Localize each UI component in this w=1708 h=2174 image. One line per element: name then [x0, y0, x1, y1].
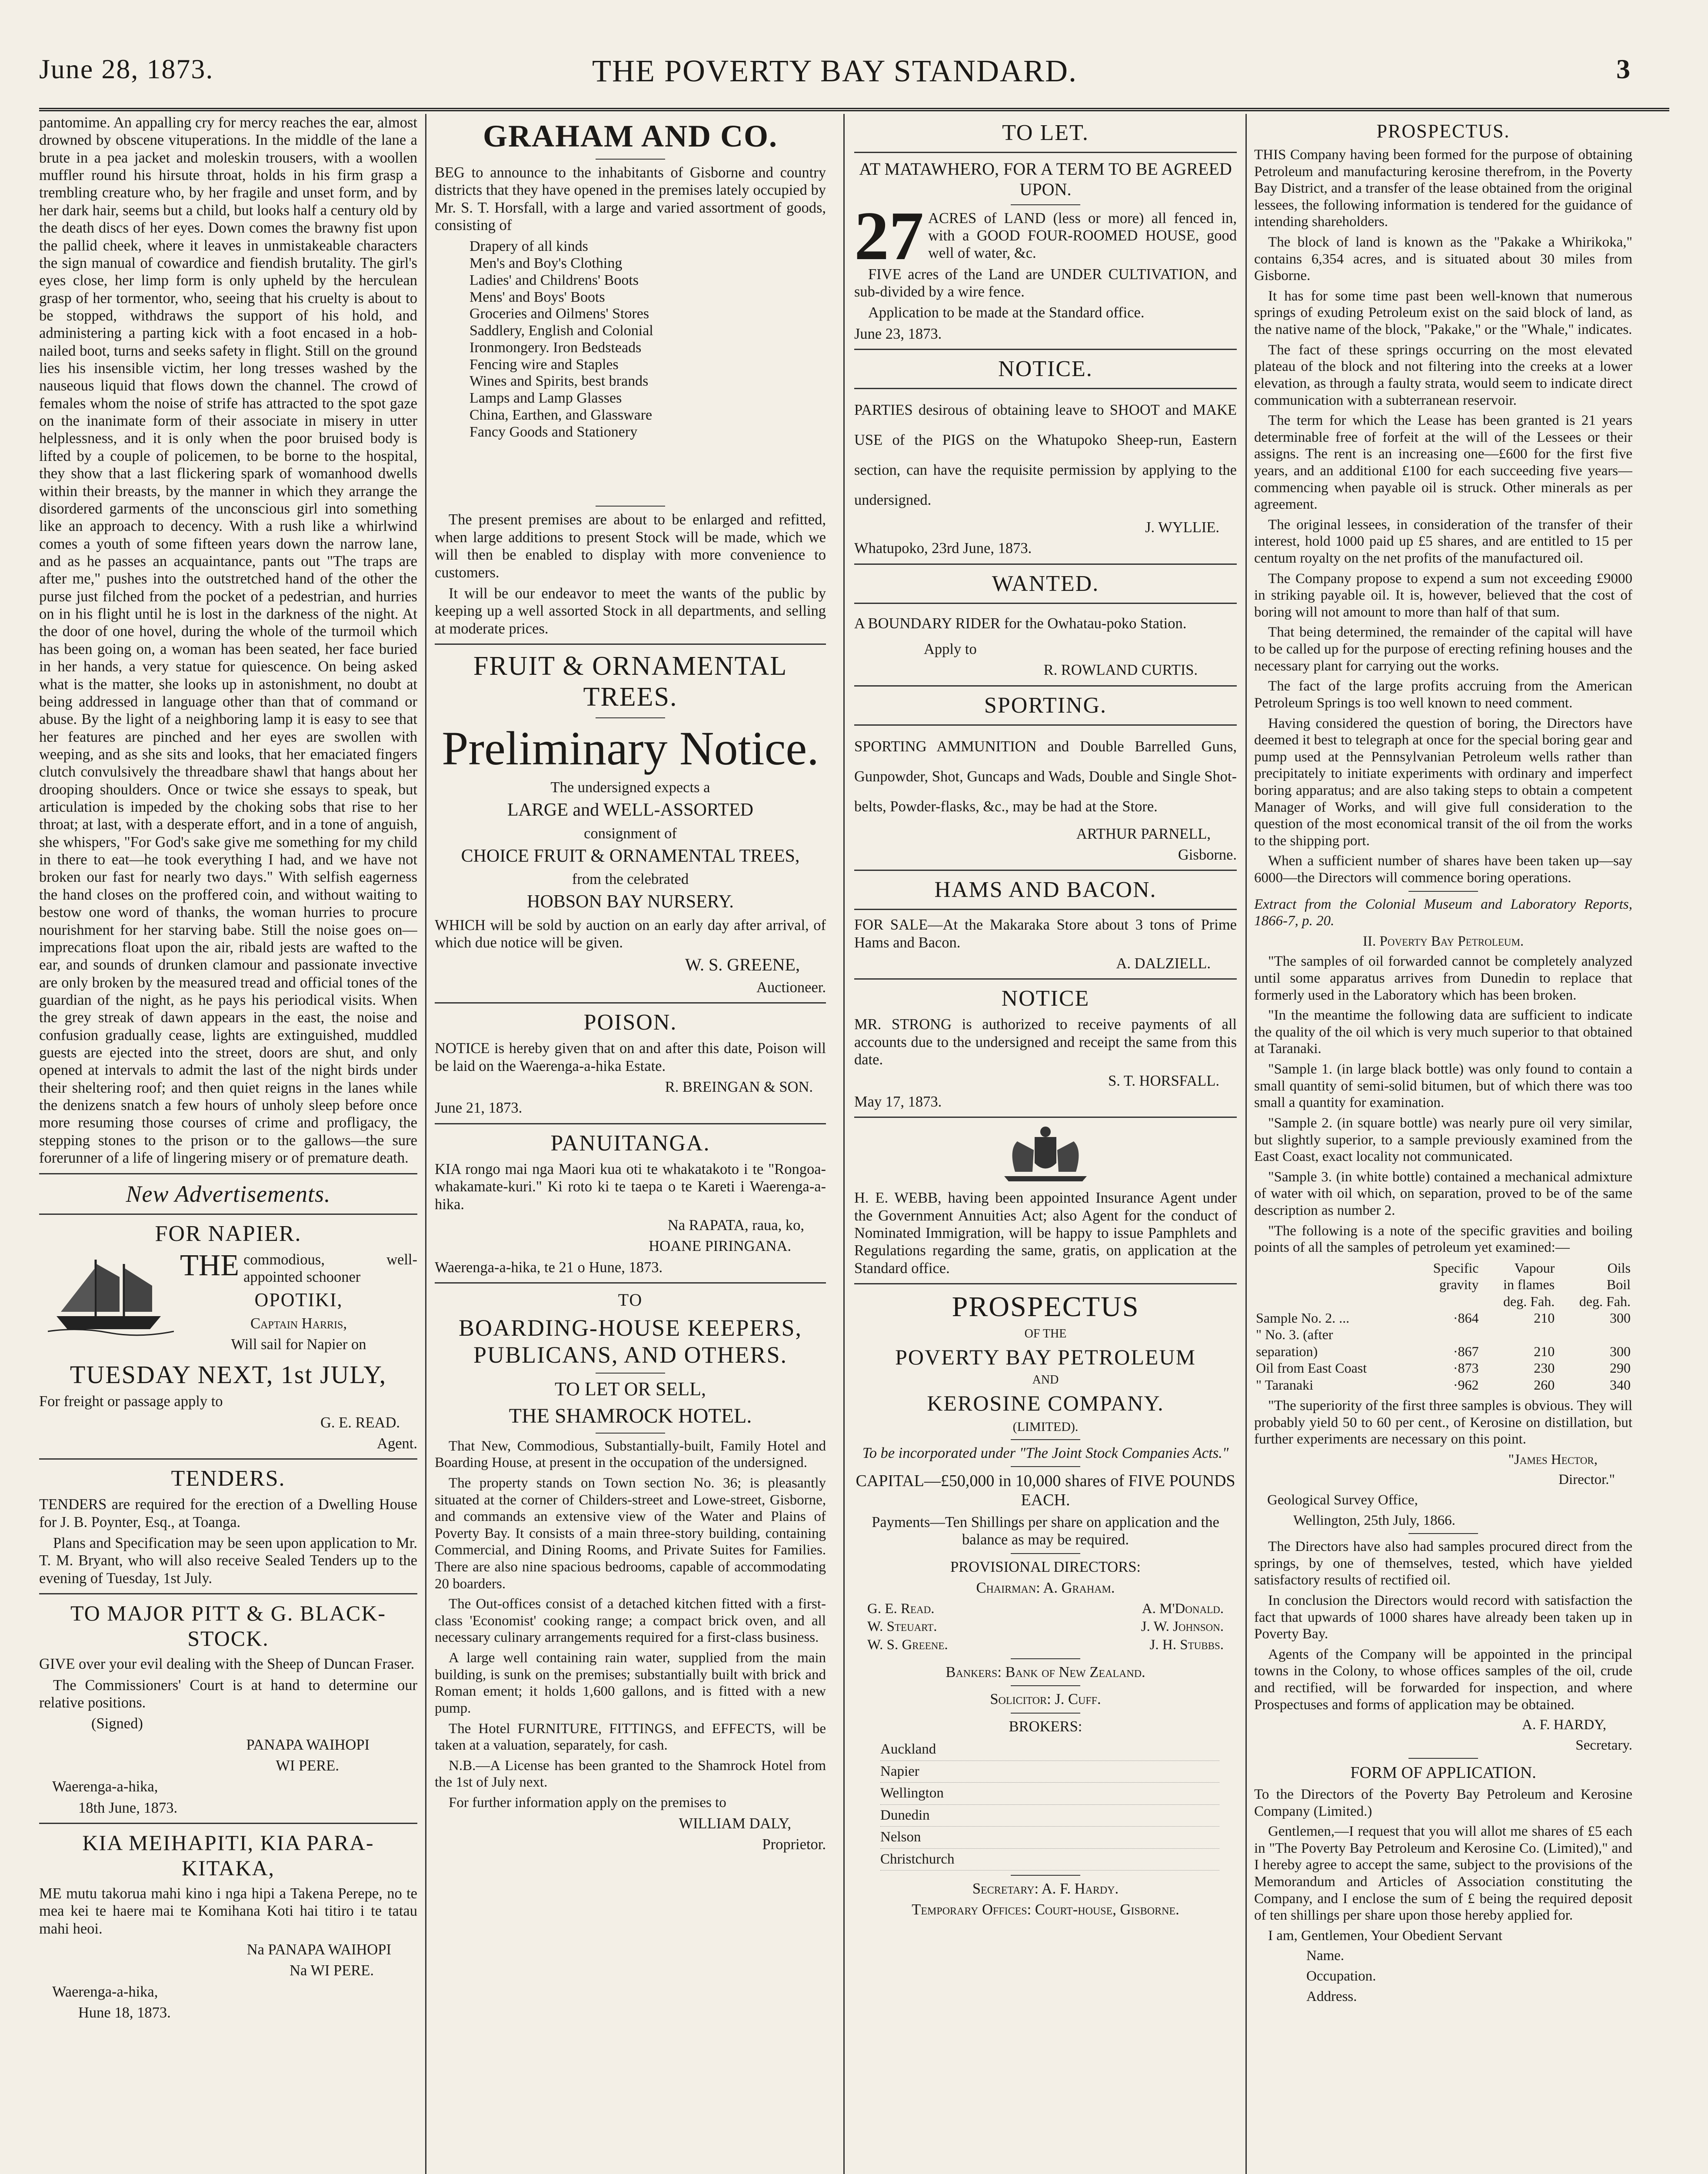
date: 18th June, 1873. [78, 1799, 178, 1816]
director-row: W. Steuart. J. W. Johnson. [867, 1619, 1224, 1635]
broker-row: Dunedin [880, 1805, 1219, 1827]
ad-body: Application to be made at the Standard office. [868, 304, 1145, 321]
column-2 [435, 114, 826, 2174]
extract-text: "Sample 2. (in square bottle) was nearly pure oil very similar, but slightly superior, to a sample previously examined from the East Coast, exact locality not communicated. [1254, 1115, 1632, 1165]
webb-insurance-ad [854, 1189, 1237, 1277]
extract-text: "The following is a note of the specific gravities and boiling points of all the samples of petroleum yet examined:— [1254, 1223, 1632, 1256]
short-rule [1408, 1758, 1478, 1759]
signed: (Signed) [91, 1715, 143, 1732]
solicitor: Solicitor: J. Cuff. [990, 1691, 1101, 1708]
signatory: J. WYLLIE. [1145, 519, 1219, 536]
short-rule [1011, 1685, 1080, 1686]
prospectus-text: It has for some time past been well-known that numerous springs of exuding Petroleum exist on the said block of land, as the native name of the block, "Pakake," or the "Whale," indicates. [1254, 288, 1632, 338]
drop-cap: THE [180, 1248, 240, 1282]
divider [39, 1823, 417, 1824]
list-item: Wines and Spirits, best brands [469, 373, 649, 390]
short-rule [1011, 1713, 1080, 1714]
ad-text: Apply to [924, 640, 977, 657]
agent-name: G. E. READ. [320, 1414, 400, 1431]
director-row: W. S. Greene. J. H. Stubbs. [867, 1637, 1224, 1653]
list-item: Men's and Boy's Clothing [469, 255, 623, 272]
prospectus-summary [854, 1290, 1237, 1919]
fruit-trees-ad [435, 651, 826, 996]
short-rule [1011, 1875, 1080, 1876]
ad-body: NOTICE is hereby given that on and after this date, Poison will be laid on the Waerenga-a-hika Estate. [435, 1040, 826, 1074]
signatory: Na WI PERE. [290, 1962, 374, 1979]
ad-body: The property stands on Town section No. 36; is pleasantly situated at the corner of Childers-street and Lowe-street, Gisborne, and commands an extensive view of the Water and Plains of Poverty Bay. It consists of a main three-story building, containing Commercial, and Dining Rooms, and Private Suites for Families. There are also nine spacious bedrooms, capable of accommodating 20 boarders. [435, 1475, 826, 1592]
prospectus-heading: PROSPECTUS. [1376, 120, 1510, 142]
ad-body: H. E. WEBB, having been appointed Insurance Agent under the Government Annuities Act; also Agent for the conduct of Nominated Immigration, will be happy to issue Pamphlets and Regulations regarding the same, gratis, on application at the Standard office. [854, 1190, 1237, 1277]
ad-heading: TO LET. [1002, 120, 1089, 145]
table-row: " No. 3. (after [1256, 1327, 1333, 1343]
place: Waerenga-a-hika, [52, 1983, 158, 2000]
column-divider [425, 114, 426, 2174]
ad-heading: NOTICE. [998, 357, 1093, 382]
ad-body: The Hotel FURNITURE, FITTINGS, and EFFECTS, will be taken at a valuation, separately, for cash. [435, 1721, 826, 1754]
secretary: Secretary: A. F. Hardy. [972, 1881, 1119, 1897]
ad-body: The present premises are about to be enlarged and refitted, when large additions to present Stock will be made, which we will then be enabled to display with more convenience to customers. [435, 511, 826, 581]
column-divider [1245, 114, 1247, 2174]
form-text: To the Directors of the Poverty Bay Petroleum and Kerosine Company (Limited.) [1254, 1786, 1632, 1819]
form-field-label: Address. [1306, 1988, 1357, 2004]
list-item: Groceries and Oilmens' Stores [469, 306, 649, 322]
divider [854, 564, 1237, 565]
short-rule [596, 159, 665, 160]
extract-text: "Sample 1. (in large black bottle) was only found to contain a small quantity of semi-solid bitumen, but of which there was too small a quantity for examination. [1254, 1061, 1632, 1111]
bankers: Bankers: Bank of New Zealand. [946, 1664, 1145, 1681]
sporting-ad [854, 693, 1237, 864]
short-rule [1408, 891, 1478, 892]
divider [854, 978, 1237, 980]
prospectus-text: The fact of these springs occurring on the most elevated plateau of the block and not filtering into the creeks at a lower elevation, as through a faulty strata, would seem to indicate direct communication with a subterranean reservoir. [1254, 342, 1632, 408]
prospectus-text: The original lessees, in consideration of the transfer of their interest, hold 1000 paid up £5 shares, and are entitled to 15 per centum royalty on the net profits of the manufactured oil. [1254, 517, 1632, 567]
application-form-heading: FORM OF APPLICATION. [1350, 1764, 1536, 1782]
nursery-name: HOBSON BAY NURSERY. [527, 892, 734, 912]
broker-row: Wellington [880, 1783, 1219, 1805]
divider [854, 152, 1237, 153]
masthead [39, 49, 1630, 114]
form-field-label: Name. [1306, 1948, 1345, 1964]
divider [435, 1282, 826, 1284]
ad-text: CHOICE FRUIT & ORNAMENTAL TREES, [461, 846, 800, 866]
ad-heading: NOTICE [1001, 986, 1090, 1011]
divider [854, 603, 1237, 604]
date: June 23, 1873. [854, 325, 942, 342]
signatory-title: Director." [1558, 1472, 1615, 1488]
shooting-notice [854, 356, 1237, 557]
short-rule [1011, 204, 1080, 205]
form-text: Gentlemen,—I request that you will allot me shares of £5 each in "The Poverty Bay Petroleum and Kerosine Co. (Limited)," and I hereby agree to accept the same, subject to the provisions of the Memorandum and Articles of Association constituting the Company, and I enclose the sum of £ being the required deposit of ten shillings per share upon those hereby applied for. [1254, 1824, 1632, 1924]
ad-text: LARGE and WELL-ASSORTED [507, 800, 753, 820]
prospectus-text: The fact of the large profits accruing from the American Petroleum Springs is too well known to need comment. [1254, 678, 1632, 711]
broker-row: Napier [880, 1761, 1219, 1783]
form-text: I am, Gentlemen, Your Obedient Servant [1268, 1927, 1502, 1944]
form-field-label: Occupation. [1306, 1968, 1376, 1984]
header-rule [39, 108, 1669, 111]
prospectus-text: The Company propose to expend a sum not exceeding £9000 in striking payable oil. It is, however, believed that the cost of boring will not amount to more than half of that sum. [1254, 570, 1632, 620]
ad-text: consignment of [584, 825, 677, 842]
signatory: "James Hector, [1508, 1451, 1598, 1467]
ad-text: AND [1032, 1373, 1059, 1387]
prospectus-text: The block of land is known as the "Pakake a Whirikoka," contains 6,354 acres, and is situated about 30 miles from Gisborne. [1254, 234, 1632, 284]
prospectus-text: Having considered the question of boring, the Directors have deemed it best to telegraph at once for the special boring gear and pump used at the Pennsylvanian Petroleum wells rather than precipitately to initiate experiments with ordinary and imperfect boring apparatus; and are also taking steps to obtain a competent Manager of Works, and will give full consideration to the question of the most economical transit of the oil from the works to the shipping port. [1254, 715, 1632, 849]
short-rule [596, 1433, 665, 1434]
prospectus-text: The term for which the Lease has been granted is 21 years determinable free of forfeit at the will of the Lessees or their assigns. The rent is an increasing one—£600 for the first five years, and an additional £100 for each succeeding five years—commencing when payable oil is struck. Other minerals as per agreement. [1254, 413, 1632, 513]
column-1 [39, 114, 417, 2174]
company-name: POVERTY BAY PETROLEUM [895, 1344, 1196, 1369]
ad-body: For further information apply on the premises to [449, 1794, 726, 1811]
column-3 [854, 114, 1237, 2174]
ad-body: ACRES of LAND (less or more) all fenced in, with a GOOD FOUR-ROOMED HOUSE, good well of water, &c. [928, 210, 1237, 262]
ad-heading: POISON. [583, 1010, 677, 1035]
maori-notice [39, 1830, 417, 2022]
signatory-title: Secretary. [1575, 1737, 1632, 1753]
newspaper-title: THE POVERTY BAY STANDARD. [592, 53, 1077, 88]
divider [854, 724, 1237, 726]
ad-text: To be incorporated under "The Joint Stock Companies Acts." [862, 1444, 1229, 1461]
prospectus-text: In conclusion the Directors would record with satisfaction the fact that upwards of 1000 shares have already been taken up in Poverty Bay. [1254, 1593, 1632, 1642]
poison-notice [435, 1010, 826, 1117]
ad-heading: FOR NAPIER. [155, 1221, 302, 1246]
page-number: 3 [1616, 53, 1630, 84]
prospectus-text: That being determined, the remainder of the capital will have to be called up for the purpose of erecting refining houses and the necessary plant for carrying out the works. [1254, 624, 1632, 674]
graham-ad [435, 118, 826, 637]
divider [854, 685, 1237, 687]
prospectus-text: THIS Company having been formed for the purpose of obtaining Petroleum and manufacturing kerosine therefrom, in the Poverty Bay District, and a transfer of the lease obtained from the original lessees, the following information is tendered for the guidance of intending shareholders. [1254, 147, 1632, 230]
ad-body: BEG to announce to the inhabitants of Gisborne and country districts that they have opened in the premises lately occupied by Mr. S. T. Horsfall, with a large and varied assortment of goods, consisting of [435, 164, 826, 234]
divider [39, 1214, 417, 1215]
sailing-date: TUESDAY NEXT, 1st JULY, [70, 1360, 387, 1389]
short-rule [596, 506, 665, 507]
ad-body: PARTIES desirous of obtaining leave to SHOOT and MAKE USE of the PIGS on the Whatupoko Sheep-run, Eastern section, can have the requisite permission by applying to the undersigned. [854, 402, 1237, 509]
list-item: Saddlery, English and Colonial [469, 323, 653, 339]
ad-text: Will sail for Napier on [231, 1336, 366, 1353]
list-item: Drapery of all kinds [469, 238, 588, 255]
signatory: Na PANAPA WAIHOPI [246, 1941, 391, 1958]
short-rule [596, 717, 665, 718]
ad-heading: PANUITANGA. [550, 1130, 710, 1156]
extract-source: Extract from the Colonial Museum and Laboratory Reports, 1866-7, p. 20. [1254, 896, 1632, 929]
ad-body: FOR SALE—At the Makaraka Store about 3 tons of Prime Hams and Bacon. [854, 917, 1237, 951]
ad-heading: WANTED. [992, 571, 1099, 596]
offices: Temporary Offices: Court-house, Gisborne. [912, 1901, 1179, 1918]
company-name: KEROSINE COMPANY. [927, 1390, 1164, 1415]
ad-body: FIVE acres of the Land are UNDER CULTIVATION, and sub-divided by a wire fence. [854, 266, 1237, 300]
ad-heading: TO MAJOR PITT & G. BLACK-STOCK. [70, 1601, 386, 1651]
broker-row: Nelson [880, 1827, 1219, 1849]
ad-heading: FRUIT & ORNAMENTAL TREES. [473, 651, 788, 712]
short-rule [1011, 1553, 1080, 1554]
signatory: R. ROWLAND CURTIS. [1043, 662, 1198, 679]
short-rule [1011, 1466, 1080, 1467]
date: Wellington, 25th July, 1866. [1293, 1512, 1455, 1528]
signatory: W. S. GREENE, [685, 955, 800, 975]
divider [854, 870, 1237, 871]
date: Hune 18, 1873. [78, 2004, 171, 2021]
preliminary-notice-heading: Preliminary Notice. [442, 721, 819, 775]
column-divider [843, 114, 845, 2174]
pitt-notice [39, 1600, 417, 1817]
list-item: China, Earthen, and Glassware [469, 407, 653, 423]
divider [435, 644, 826, 645]
date: Waerenga-a-hika, te 21 o Hune, 1873. [435, 1259, 663, 1276]
acreage-number: 27 [854, 197, 924, 274]
chairman: Chairman: A. Graham. [976, 1579, 1115, 1596]
ship-name: OPOTIKI, [254, 1289, 343, 1311]
ad-body: ME mutu takorua mahi kino i nga hipi a Takena Perepe, no te mea kei te haere mai te Komihana Koti hai titiro i te tatau mahi heoi. [39, 1885, 417, 1937]
signatory: Na RAPATA, raua, ko, [667, 1217, 804, 1234]
capital: CAPITAL—£50,000 in 10,000 shares of FIVE POUNDS EACH. [856, 1471, 1235, 1510]
place: Geological Survey Office, [1267, 1492, 1418, 1508]
ad-body: The Commissioners' Court is at hand to determine our relative positions. [39, 1677, 417, 1711]
table-header-row: Specific Vapour Oils [1433, 1260, 1631, 1276]
ad-body: WHICH will be sold by auction on an early day after arrival, of which due notice will be given. [435, 917, 826, 951]
to-let-ad [854, 120, 1237, 343]
ad-heading: KIA MEIHAPITI, KIA PARA-KITAKA, [82, 1831, 374, 1881]
ad-heading: SPORTING. [984, 693, 1107, 718]
divider [39, 1458, 417, 1460]
captain: Captain Harris, [250, 1315, 347, 1332]
ad-body: GIVE over your evil dealing with the Sheep of Duncan Fraser. [39, 1656, 415, 1673]
ad-text: (LIMITED). [1012, 1420, 1079, 1434]
director-row: G. E. Read. A. M'Donald. [867, 1601, 1224, 1617]
ad-body: Plans and Specification may be seen upon application to Mr. T. M. Bryant, who will also receive Sealed Tenders up to the evening of Tuesday, 1st July. [39, 1535, 417, 1587]
short-rule [1011, 1658, 1080, 1659]
date: Whatupoko, 23rd June, 1873. [854, 540, 1032, 557]
ad-body: MR. STRONG is authorized to receive payments of all accounts due to the undersigned and receipt the same from this date. [854, 1016, 1237, 1068]
shamrock-hotel-ad [435, 1290, 826, 1853]
extract-text: "The samples of oil forwarded cannot be completely analyzed until some apparatus arrives from Dunedin to replace that formerly used in the Laboratory which has been broken. [1254, 954, 1632, 1003]
ad-text: For freight or passage apply to [39, 1393, 223, 1410]
signatory: A. F. HARDY, [1522, 1717, 1606, 1733]
divider [39, 1173, 417, 1174]
ad-body: A large well containing rain water, supplied from the main building, is sunk on the premises; substantially built with brick and Roman ement; it holds 1,600 gallons, and is fitted with a new pump. [435, 1650, 826, 1716]
divider [39, 1593, 417, 1594]
ad-heading: GRAHAM AND CO. [483, 119, 778, 153]
story-text: pantomime. An appalling cry for mercy reaches the ear, almost drowned by obscene vituperations. In the middle of the lane a brute in a pea jacket and moleskin trousers, with a woollen muffler round his hirsute throat, holds in his firm grasp a trembling creature who, by her fragile and unset form, and by her dark hair, seems but a child, but looks half a century old by the death discs of her eyes. Down comes the brawny fist upon the pallid cheek, where it leaves in unmistakeable characters the sign manual of cowardice and fiendish brutality. The girl's eyes close, her limp form is only upheld by the herculean grasp of her tormentor, who, seeing that his cruelty is about to be stopped, withdraws the support of his hold, and administering a parting kick with a foot encased in a hob-nailed boot, turns and seeks safety in flight. Still on the ground lies his insensible victim, her long tresses washed by the nauseous liquid that flows down the channel. The crowd of females whom the noise of strife has attracted to the spot gaze on the inanimate form of their associate in misery in utter helplessness, and it is only when the poor bruised body is lifted by a couple of policemen, to be borne to the hospital, they show that a last flickering spark of womanhood dwells within their breasts, by the manner in which they arrange the disordered garments of the unconscious girl into something like an approach to decency. With a rush like a whirlwind comes a youth of some fifteen years down the narrow lane, and as he passes an acquaintance, pants out "The traps are after me," pushes into the outstretched hand of the other the purse just filched from the pocket of a pedestrian, and hurries on in his flight until he is lost in the darkness of the night. At the door of one hovel, during the whole of the turmoil which has been going on, a woman has been seated, her face buried in her hands, a very statue for quiescence. On being asked what is the matter, she looks up in astonishment, no doubt at being addressed in language other than that of command or abuse. By the light of a neighboring lamp it is easy to see that her features are pinched and her eyes are swollen with weeping, and as she sits and looks, that her emaciated fingers clutch convulsively the threadbare shawl that hangs about her drooping shoulders. Once or twice she essays to speak, but articulation is impeded by the choking sobs that rise to her throat; at last, with a desperate effort, and in a tone of anguish, she whispers, "For God's sake give me something for my child in there to eat—he took everything I had, and we have not broken our fast for nearly two days." With selfish eagerness the hand closes on the proffered coin, and without waiting to bestow one word of thanks, the woman hurries to procure nourishment for her starving babe. Still the noise goes on—imprecations float upon the air, ribald jests are wafted to the ear, and sounds of drunken clamour and passionate invective are only broken by the measured tread and official tones of the guardian of the night, as he pays his periodical visits. When the grey streak of dawn appears in the east, the noise and confusion gradually cease, lights are extinguished, muddled guests are ejected into the street, doors are shut, and only opened at intervals to admit the last of the night birds under their sheltering roof; and then quiet reigns in the lanes while the denizens snatch a few hours of unholy sleep before once more resuming those courses of crime and profligacy, the stepping stones to the prison or to the gallows—the sure forerunner of a life of lingering misery or of premature death. [39, 114, 417, 1167]
ad-heading: HAMS AND BACON. [934, 877, 1157, 903]
date: June 21, 1873. [435, 1100, 523, 1117]
ad-text: OF THE [1024, 1327, 1067, 1340]
ad-body: N.B.—A License has been granted to the Shamrock Hotel from the 1st of July next. [435, 1757, 826, 1791]
divider [854, 1117, 1237, 1118]
short-rule [596, 1373, 665, 1374]
ad-subheading: AT MATAWHERO, FOR A TERM TO BE AGREED UPON. [859, 159, 1232, 199]
ad-body: commodious, well-appointed schooner [243, 1251, 417, 1285]
list-item: Ironmongery. Iron Bedsteads [469, 339, 642, 356]
signatory: WILLIAM DALY, [679, 1815, 791, 1832]
brokers-heading: BROKERS: [1009, 1718, 1082, 1735]
broker-row: Auckland [880, 1739, 1219, 1761]
signatory: R. BREINGAN & SON. [665, 1079, 813, 1096]
list-item: Lamps and Lamp Glasses [469, 390, 622, 407]
signatory: HOANE PIRINGANA. [649, 1238, 791, 1255]
signatory-title: Proprietor. [762, 1836, 826, 1853]
agent-title: Agent. [377, 1435, 417, 1452]
extract-text: "Sample 3. (in white bottle) contained a mechanical admixture of water with oil which, on separation, proved to be of the same description as number 2. [1254, 1169, 1632, 1218]
short-rule [1408, 1533, 1478, 1534]
new-advertisements-heading: New Advertisements. [126, 1180, 331, 1207]
place: Gisborne. [1178, 847, 1237, 863]
table-row: Oil from East Coast ·873 230 290 [1256, 1360, 1631, 1376]
brokers-list [854, 1739, 1237, 1871]
divider [854, 909, 1237, 910]
place: Waerenga-a-hika, [52, 1778, 158, 1795]
extract-text: "The superiority of the first three samples is obvious. They will probably yield 50 to 60 per cent., of Kerosine on distillation, but further experiments are necessary on this point. [1254, 1397, 1632, 1447]
tenders-ad [39, 1466, 417, 1587]
wanted-ad [854, 571, 1237, 679]
column-4 [1254, 114, 1632, 2174]
table-row: separation) ·867 210 300 [1256, 1343, 1631, 1359]
signatory: ARTHUR PARNELL, [1076, 825, 1211, 842]
petroleum-table [1254, 1260, 1632, 1393]
divider [854, 1283, 1237, 1284]
ad-text: The undersigned expects a [550, 779, 710, 796]
ad-text: TO LET OR SELL, [555, 1378, 706, 1400]
short-rule [1011, 1439, 1080, 1440]
divider [435, 1123, 826, 1124]
goods-list [469, 238, 826, 440]
ad-heading: BOARDING-HOUSE KEEPERS, PUBLICANS, AND OTHERS. [458, 1314, 802, 1368]
panuitanga-notice [435, 1130, 826, 1276]
napier-ad [39, 1221, 417, 1453]
hams-bacon-ad [854, 877, 1237, 972]
ad-text: TO [618, 1290, 643, 1310]
ad-body: TENDERS are required for the erection of a Dwelling House for J. B. Poynter, Esq., at Toanga. [39, 1496, 417, 1530]
ad-body: KIA rongo mai nga Maori kua oti te whakatakoto i te "Rongoa-whakamate-kuri." Ki roto ki te taepa o te Kareti i Waerenga-a-hika. [435, 1160, 826, 1213]
hotel-name: THE SHAMROCK HOTEL. [509, 1404, 752, 1427]
list-item: Ladies' and Childrens' Boots [469, 272, 639, 288]
divider [435, 1002, 826, 1004]
signatory: WI PERE. [276, 1757, 339, 1774]
ad-heading: TENDERS. [171, 1466, 286, 1491]
signatory-title: Auctioneer. [756, 979, 826, 996]
signatory: PANAPA WAIHOPI [246, 1736, 370, 1753]
ad-body: The Out-offices consist of a detached kitchen fitted with a first-class 'Economist' cooking range; a compact brick oven, and all necessary culinary arrangements required for a first-class business. [435, 1596, 826, 1646]
ad-text: from the celebrated [572, 871, 689, 888]
table-header-row: gravity in flames Boil [1439, 1277, 1631, 1293]
date: May 17, 1873. [854, 1093, 942, 1110]
list-item: Fencing wire and Staples [469, 356, 619, 373]
list-item: Mens' and Boys' Boots [469, 289, 605, 305]
ad-body: That New, Commodious, Substantially-built, Family Hotel and Boarding House, at present in the occupation of the undersigned. [435, 1438, 826, 1471]
directors-heading: PROVISIONAL DIRECTORS: [950, 1558, 1141, 1575]
signatory: S. T. HORSFALL. [1108, 1072, 1219, 1089]
ad-body: A BOUNDARY RIDER for the Owhatau-poko Station. [854, 615, 1187, 632]
issue-date: June 28, 1873. [39, 53, 214, 84]
ad-body: SPORTING AMMUNITION and Double Barrelled Guns, Gunpowder, Shot, Guncaps and Wads, Double and Single Shot-belts, Powder-flasks, &c., may be had at the Store. [854, 738, 1237, 815]
prospectus-text: Agents of the Company will be appointed in the principal towns in the Colony, to whose offices samples of the oil, crude and rectified, will be forwarded for inspection, and where Prospectuses and forms of application may be obtained. [1254, 1646, 1632, 1713]
extract-text: "In the meantime the following data are sufficient to indicate the quality of the oil which is very much superior to that obtained at Taranaki. [1254, 1007, 1632, 1057]
payments: Payments—Ten Shillings per share on application and the balance as may be required. [872, 1514, 1219, 1548]
broker-row: Christchurch [880, 1849, 1219, 1871]
royal-coat-of-arms-icon [991, 1124, 1100, 1185]
divider [854, 349, 1237, 350]
extract-heading: II. Poverty Bay Petroleum. [1362, 933, 1524, 949]
horsfall-notice [854, 986, 1237, 1110]
list-item: Fancy Goods and Stationery [469, 423, 638, 440]
table-row: Sample No. 2. ... ·864 210 300 [1256, 1310, 1631, 1326]
prospectus-text: When a sufficient number of shares have been taken up—say 6000—the Directors will commence boring operations. [1254, 853, 1632, 886]
table-header-row: deg. Fah. deg. Fah. [1503, 1293, 1631, 1309]
table-row: " Taranaki ·962 260 340 [1256, 1377, 1631, 1393]
prospectus-text: The Directors have also had samples procured direct from the springs, by one of themselves, tested, which have yielded satisfactory results of rectified oil. [1254, 1539, 1632, 1588]
ad-body: It will be our endeavor to meet the wants of the public by keeping up a well assorted Stock in all departments, and selling at moderate prices. [435, 585, 826, 637]
signatory: A. DALZIELL. [1116, 955, 1211, 972]
schooner-icon [48, 1251, 174, 1338]
divider [854, 388, 1237, 389]
prospectus-heading: PROSPECTUS [952, 1291, 1139, 1323]
